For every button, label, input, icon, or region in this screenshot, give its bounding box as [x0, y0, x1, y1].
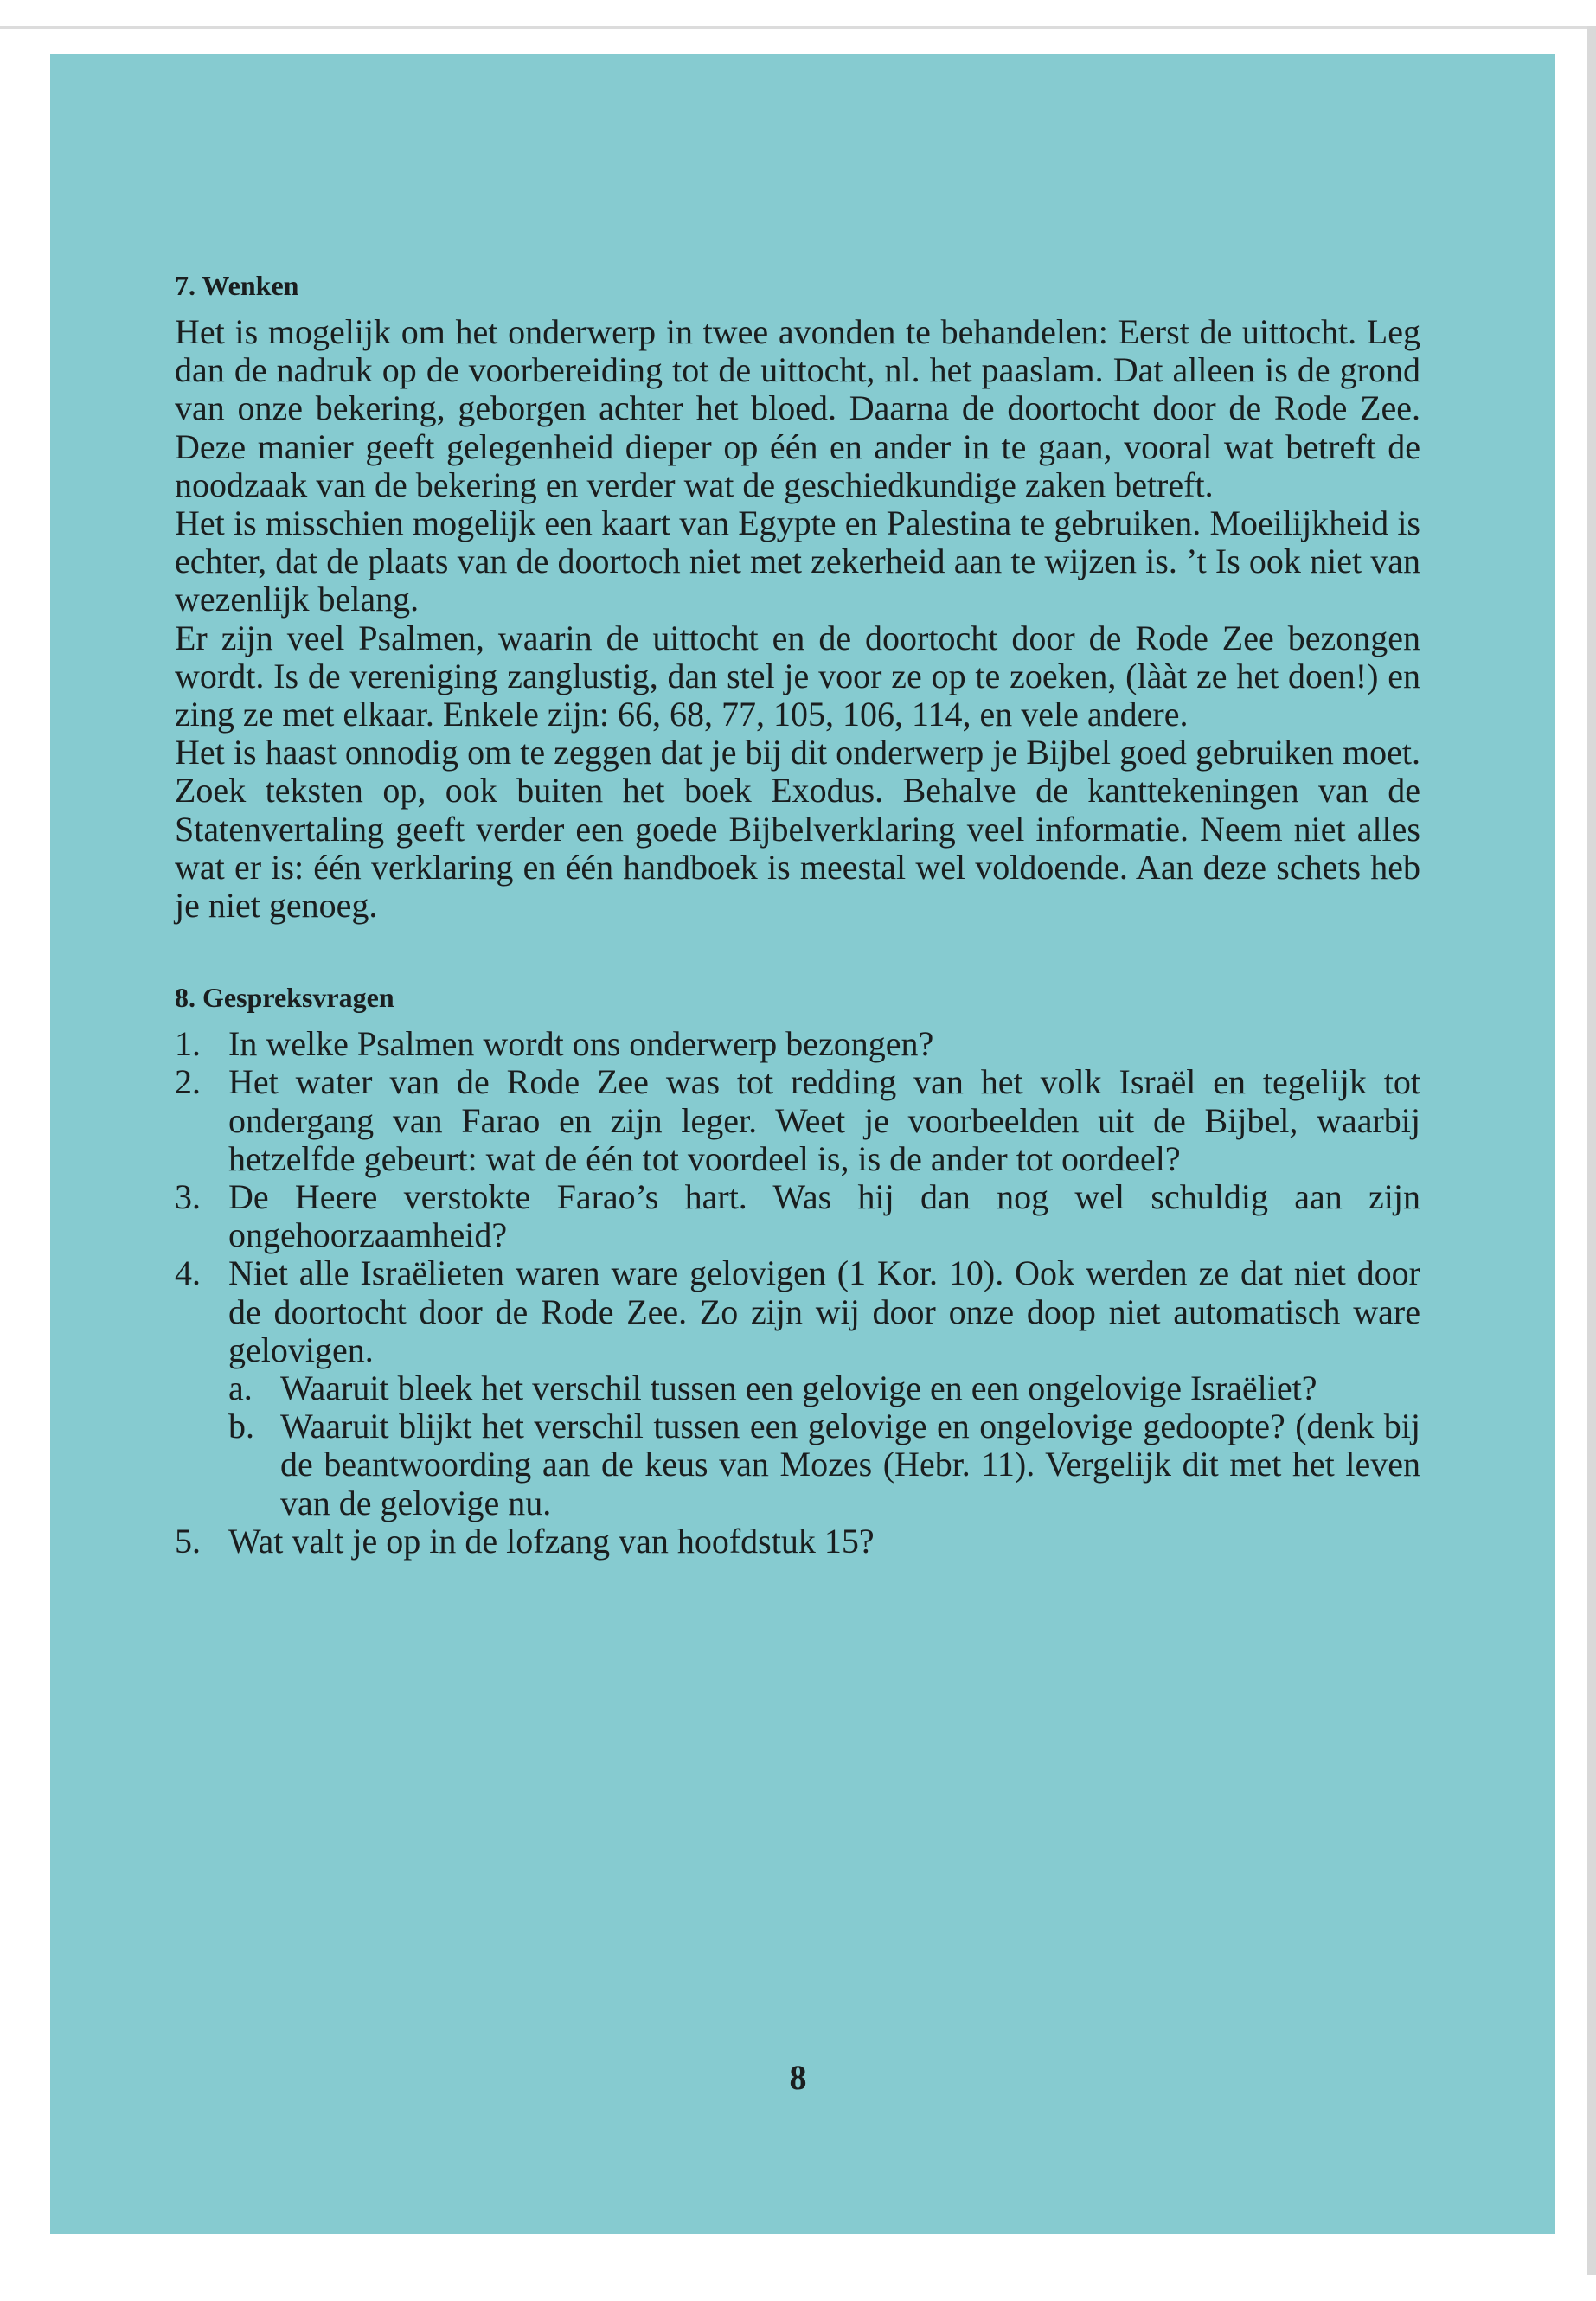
section-7-paragraph-1: Het is mogelijk om het onderwerp in twee avonden te behandelen: Eerst de uittocht. Leg dan de nadruk op de voorbereiding tot de uittocht, nl. het paaslam. Dat alleen is de grond van onze bekering, geborgen achter het bloed. Daarna de doortocht door de Rode Zee. Deze manier geeft gelegenheid dieper op één en ander in te gaan, vooral wat betreft de noodzaak van de bekering en verder wat de geschiedkundige zaken betreft.	[175, 312, 1420, 504]
section-spacer	[175, 925, 1420, 978]
question-4-number: 4.	[175, 1253, 201, 1293]
question-4	[175, 1254, 1420, 1369]
question-3-number: 3.	[175, 1177, 201, 1217]
question-4b-letter: b.	[228, 1407, 254, 1446]
scan-top-edge	[0, 26, 1596, 29]
page-content	[175, 266, 1420, 1561]
question-1	[175, 1025, 1420, 1063]
question-5-number: 5.	[175, 1521, 201, 1561]
page-number: 8	[789, 2058, 807, 2097]
section-7-paragraph-2: Het is misschien mogelijk een kaart van Egypte en Palestina te gebruiken. Moeilijkheid is echter, dat de plaats van de doortoch niet met zekerheid aan te wijzen is. ’t Is ook niet van wezenlijk belang.	[175, 503, 1420, 619]
question-4a-text: Waaruit bleek het verschil tussen een gelovige en een ongelovige Israëliet?	[280, 1368, 1317, 1408]
question-1-number: 1.	[175, 1024, 201, 1064]
section-7-paragraph-4: Het is haast onnodig om te zeggen dat je bij dit onderwerp je Bijbel goed gebruiken moet. Zoek teksten op, ook buiten het boek Exodus. Behalve de kanttekeningen van de Statenvertaling geeft verder een goede Bijbelverklaring veel informatie. Neem niet alles wat er is: één verklaring en één handboek is meestal wel voldoende. Aan deze schets heb je niet genoeg.	[175, 733, 1420, 926]
question-5	[175, 1522, 1420, 1561]
question-4b-text: Waaruit blijkt het verschil tussen een gelovige en ongelovige gedoopte? (denk bij de beantwoording aan de keus van Mozes (Hebr. 11). Vergelijk dit met het leven van de gelovige nu.	[280, 1407, 1420, 1522]
question-3	[175, 1178, 1420, 1254]
question-4-text: Niet alle Israëlieten waren ware gelovigen (1 Kor. 10). Ook werden ze dat niet door de doortocht door de Rode Zee. Zo zijn wij door onze doop niet automatisch ware gelovigen.	[228, 1253, 1420, 1369]
question-2-number: 2.	[175, 1062, 201, 1102]
section-8-heading: 8. Gespreksvragen	[175, 982, 394, 1014]
section-7-heading: 7. Wenken	[175, 270, 299, 301]
section-7-paragraph-3: Er zijn veel Psalmen, waarin de uittocht en de doortocht door de Rode Zee bezongen wordt. Is de vereniging zanglustig, dan stel je voor ze op te zoeken, (lààt ze het doen!) en zing ze met elkaar. Enkele zijn: 66, 68, 77, 105, 106, 114, en vele andere.	[175, 618, 1420, 734]
question-4a-letter: a.	[228, 1368, 253, 1408]
scan-right-edge	[1587, 26, 1596, 2275]
question-1-text: In welke Psalmen wordt ons onderwerp bezongen?	[228, 1024, 934, 1064]
question-4b	[175, 1407, 1420, 1522]
question-2	[175, 1063, 1420, 1178]
question-4a	[175, 1369, 1420, 1407]
question-5-text: Wat valt je op in de lofzang van hoofdstuk 15?	[228, 1521, 875, 1561]
question-2-text: Het water van de Rode Zee was tot redding van het volk Israël en tegelijk tot ondergang van Farao en zijn leger. Weet je voorbeelden uit de Bijbel, waarbij hetzelfde gebeurt: wat de één tot voordeel is, is de ander tot oordeel?	[228, 1062, 1420, 1178]
question-3-text: De Heere verstokte Farao’s hart. Was hij dan nog wel schuldig aan zijn ongehoorzaamheid?	[228, 1177, 1420, 1255]
